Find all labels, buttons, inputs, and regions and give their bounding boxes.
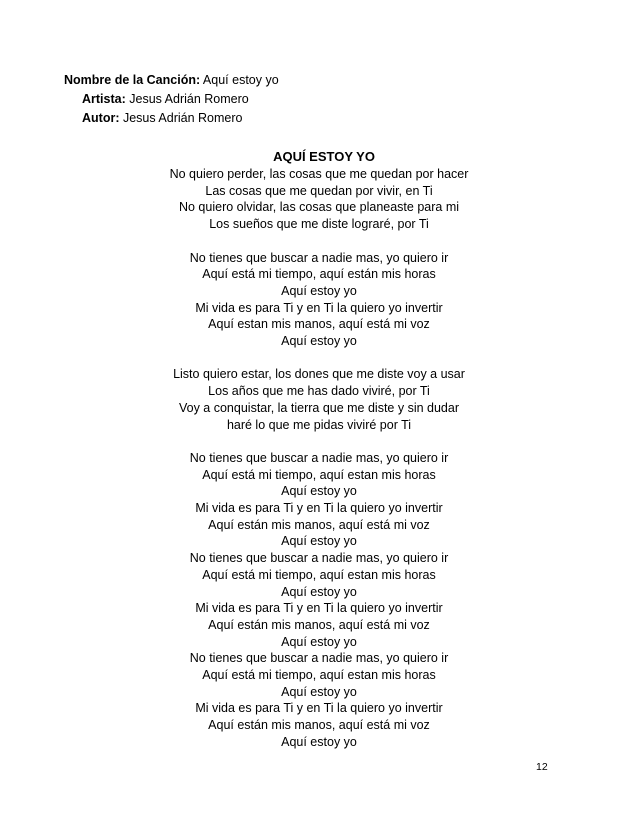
author-label: Autor:: [82, 111, 120, 125]
song-title: AQUÍ ESTOY YO: [273, 149, 375, 164]
song-lyrics: [0, 148, 638, 751]
song-name-value: Aquí estoy yo: [200, 73, 279, 87]
lyric-line: No tienes que buscar a nadie mas, yo quiero ir: [189, 450, 449, 465]
lyric-line: Aquí está mi tiempo, aquí estan mis horas: [202, 567, 436, 582]
lyric-line: Voy a conquistar, la tierra que me diste y sin dudar: [178, 400, 460, 415]
stanza: [0, 250, 638, 350]
lyric-line: No quiero perder, las cosas que me quedan por hacer: [169, 167, 469, 181]
lyric-line: Aquí están mis manos, aquí está mi voz: [208, 617, 430, 632]
lyric-line: Aquí estoy yo: [281, 283, 357, 298]
lyric-line: Los años que me has dado viviré, por Ti: [208, 384, 430, 399]
lyric-line: Aquí estan mis manos, aquí está mi voz: [208, 317, 430, 332]
song-name-label: Nombre de la Canción:: [64, 73, 201, 87]
lyric-line: Mi vida es para Ti y en Ti la quiero yo invertir: [195, 300, 443, 315]
artist-value: Jesus Adrián Romero: [125, 92, 249, 106]
stanza-list: [0, 166, 638, 751]
lyric-line: Aquí estoy yo: [281, 734, 357, 749]
lyric-line: Aquí están mis manos, aquí está mi voz: [208, 517, 430, 532]
stanza: [0, 366, 638, 433]
lyric-line: Mi vida es para Ti y en Ti la quiero yo invertir: [195, 701, 443, 716]
lyric-line: Aquí estoy yo: [281, 334, 357, 349]
lyric-line: Las cosas que me quedan por vivir, en Ti: [205, 183, 433, 198]
lyric-line: No quiero olvidar, las cosas que planeaste para mi: [178, 200, 460, 215]
lyric-line: No tienes que buscar a nadie mas, yo quiero ir: [189, 651, 449, 666]
lyric-line: Aquí está mi tiempo, aquí estan mis horas: [202, 668, 436, 683]
lyric-line: Listo quiero estar, los dones que me diste voy a usar: [173, 367, 465, 382]
artist-label: Artista:: [82, 92, 126, 106]
lyric-line: No tienes que buscar a nadie mas, yo quiero ir: [189, 250, 449, 265]
author-row: [64, 109, 279, 128]
lyric-line: Aquí estoy yo: [281, 634, 357, 649]
lyric-line: Aquí están mis manos, aquí está mi voz: [208, 718, 430, 733]
stanza: [0, 450, 638, 751]
song-name-row: [64, 71, 279, 90]
lyric-line: Aquí estoy yo: [281, 534, 357, 549]
lyric-line: Aquí estoy yo: [281, 684, 357, 699]
lyric-line: Mi vida es para Ti y en Ti la quiero yo invertir: [195, 501, 443, 516]
lyric-line: Aquí estoy yo: [281, 484, 357, 499]
author-value: Jesus Adrián Romero: [119, 111, 243, 125]
lyric-line: Los sueños que me diste lograré, por Ti: [209, 217, 429, 232]
lyric-line: No tienes que buscar a nadie mas, yo quiero ir: [189, 551, 449, 566]
song-metadata: [64, 71, 279, 128]
lyric-line: Mi vida es para Ti y en Ti la quiero yo invertir: [195, 601, 443, 616]
artist-row: [64, 90, 279, 109]
lyric-line: Aquí estoy yo: [281, 584, 357, 599]
lyric-line: haré lo que me pidas viviré por Ti: [226, 417, 412, 432]
lyric-line: Aquí está mi tiempo, aquí están mis horas: [202, 267, 436, 282]
stanza: [0, 166, 638, 233]
lyric-line: Aquí está mi tiempo, aquí estan mis horas: [202, 467, 436, 482]
page-number: 12: [536, 761, 548, 773]
